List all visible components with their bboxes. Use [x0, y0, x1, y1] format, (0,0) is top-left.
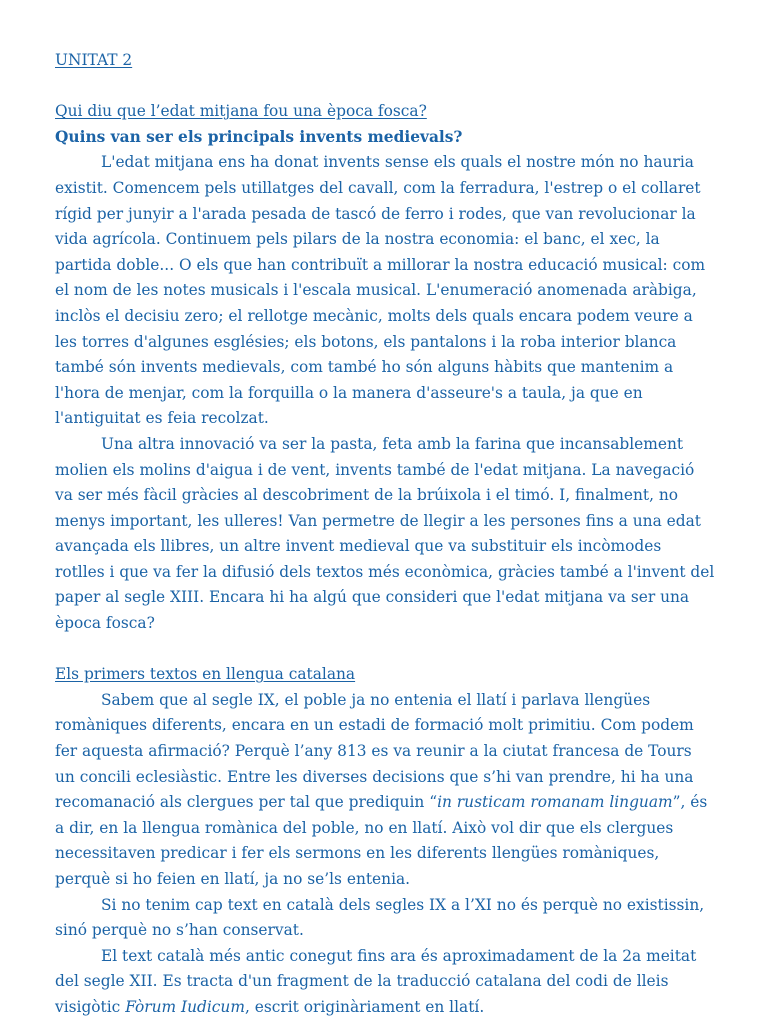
document-page — [55, 48, 715, 1021]
blank-line — [55, 637, 715, 663]
section-question: Qui diu que l’edat mitjana fou una època fosca? — [55, 102, 427, 121]
paragraph-text: ”, és a dir, en la llengua romànica del poble, no en llatí. Això vol dir que els clergues necessitaven predicar i fer els sermons en les diferents llengües romàniques, perquè si ho feien en llatí, ja no se’ls entenia. — [55, 793, 708, 888]
paragraph-innovations: Una altra innovació va ser la pasta, feta amb la farina que incansablement molien els molins d'aigua i de vent, invents també de l'edat mitjana. La navegació va ser més fàcil gràcies al descobriment de la brúixola i el timó. I, finalment, no menys important, les ulleres! Van permetre de llegir a les persones fins a una edat avançada els llibres, un altre invent medieval que va substituir els incòmodes rotlles i que va fer la difusió dels textos més econòmica, gràcies també a l'invent del paper al segle XIII. Encara hi ha algú que consideri que l'edat mitjana va ser una època fosca? — [55, 434, 715, 633]
paragraph-text: Sabem que al segle IX, el poble ja no entenia el llatí i parlava llengües romàniques diferents, encara en un estadi de formació molt primitiu. Com podem fer aquesta afirmació? Perquè l’any 813 es va reunir a la ciutat francesa de Tours un concili eclesiàstic. Entre les diverses decisions que s’hi van prendre, hi ha una recomanació als clergues per tal que prediquin “ — [55, 690, 694, 812]
section-heading-first-texts: Els primers textos en llengua catalana — [55, 665, 356, 684]
paragraph-no-texts: Si no tenim cap text en català dels segles IX a l’XI no és perquè no existissin, sinó perquè no s’han conservat. — [55, 895, 705, 940]
latin-phrase: in rusticam romanam linguam — [437, 793, 673, 812]
paragraph-oldest-text — [55, 944, 715, 1021]
paragraph-inventions: L'edat mitjana ens ha donat invents sense els quals el nostre món no hauria existit. Comencem pels utillatges del cavall, com la ferradura, l'estrep o el collaret rígid per junyir a l'arada pesada de tascó de ferro i rodes, que van revolucionar la vida agrícola. Continuem pels pilars de la nostra economia: el banc, el xec, la partida doble... O els que han contribuït a millorar la nostra educació musical: com el nom de les notes musicals i l'escala musical. L'enumeració anomenada aràbiga, inclòs el decisiu zero; el rellotge mecànic, molts dels quals encara podem veure a les torres d'algunes esglésies; els botons, els pantalons i la roba interior blanca també són invents medievals, com també ho són alguns hàbits que mantenim a l'hora de menjar, com la forquilla o la manera d'asseure's a taula, ja que en l'antiguitat es feia recolzat. — [55, 153, 706, 428]
work-title: Fòrum Iudicum — [125, 997, 245, 1016]
unit-heading: UNITAT 2 — [55, 51, 133, 69]
paragraph-text: , escrit originàriament en llatí. — [244, 997, 485, 1016]
paragraph-council-of-tours — [55, 688, 715, 893]
paragraph-text: El text català més antic conegut fins ara és aproximadament de la 2a meitat del segle XII. Es tracta d'un fragment de la traducció catalana del codi de lleis visigòtic — [55, 946, 697, 1016]
blank-line — [55, 74, 715, 100]
section-subheading: Quins van ser els principals invents medievals? — [55, 127, 463, 146]
